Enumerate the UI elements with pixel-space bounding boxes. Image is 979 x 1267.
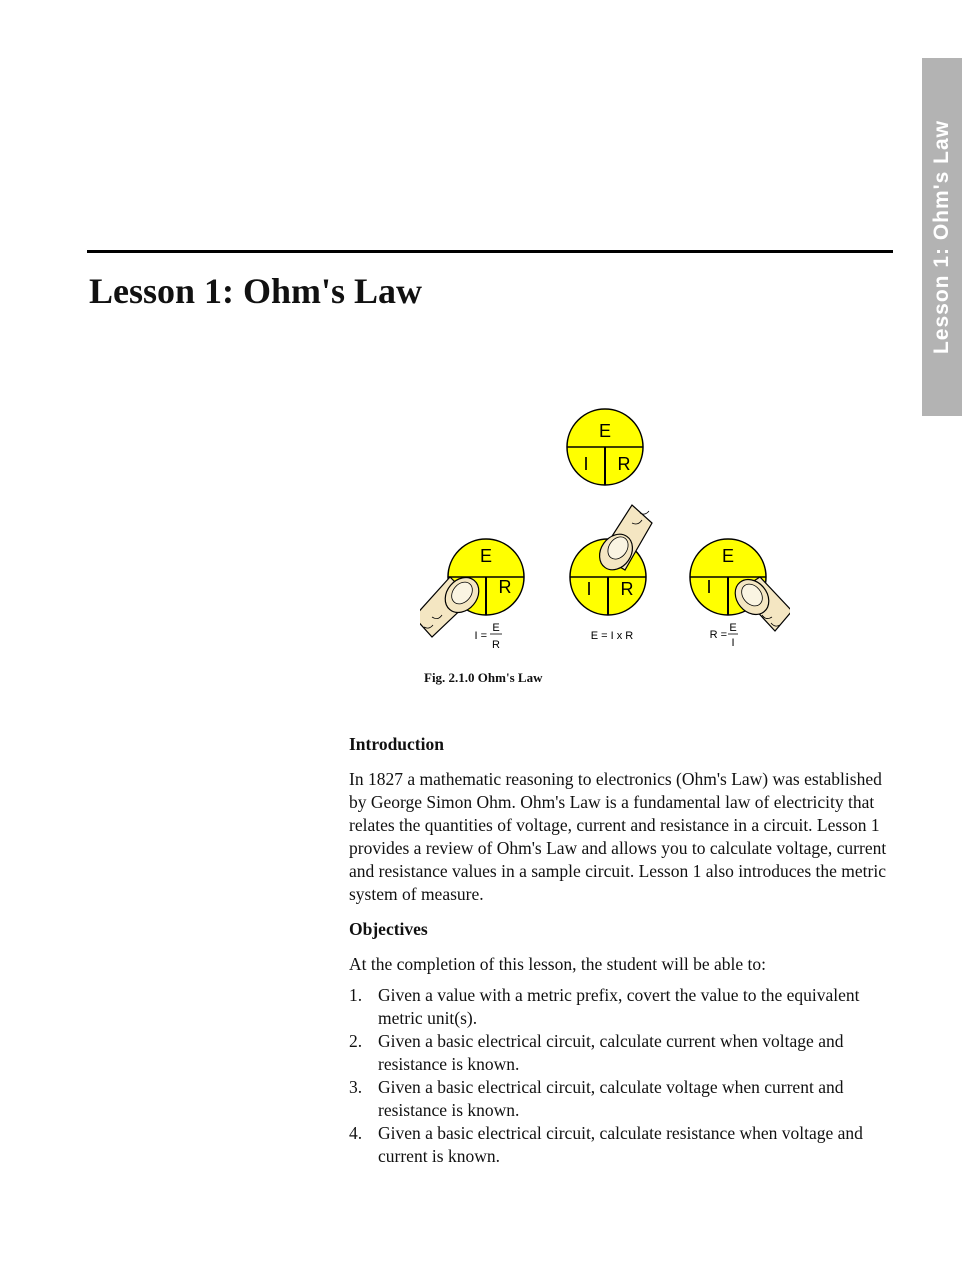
list-item: 3. Given a basic electrical circuit, calculate voltage when current and resistance is known. bbox=[349, 1077, 844, 1120]
right-circle-i: I bbox=[706, 577, 712, 597]
left-circle-e: E bbox=[479, 546, 493, 566]
current-ohms-circle bbox=[420, 539, 524, 650]
page-title: Lesson 1: Ohm's Law bbox=[89, 271, 423, 311]
introduction-text: In 1827 a mathematic reasoning to electronics (Ohm's Law) was established by George Simon Ohm. Ohm's Law is a fundamental law of electricity that relates the quantities of voltage, current and resistance in a circuit. Lesson 1 provides a review of Ohm's Law and allows you to calculate voltage, current and resistance values in a sample circuit. Lesson 1 also introduces the metric system of measure. bbox=[349, 769, 887, 904]
top-circle-i: I bbox=[583, 454, 589, 474]
ohms-law-figure bbox=[420, 405, 790, 650]
list-item: 1. Given a value with a metric prefix, covert the value to the equivalent metric unit(s). bbox=[349, 985, 860, 1028]
top-circle-e: E bbox=[598, 421, 612, 441]
list-item: 4. Given a basic electrical circuit, calculate resistance when voltage and current is known. bbox=[349, 1123, 863, 1166]
side-tab bbox=[922, 58, 962, 416]
resistance-formula-num: E bbox=[729, 622, 737, 634]
top-ohms-circle bbox=[567, 409, 643, 485]
title-rule bbox=[87, 250, 893, 253]
figure-caption: Fig. 2.1.0 Ohm's Law bbox=[424, 670, 543, 685]
current-formula-lhs: I = bbox=[474, 630, 487, 642]
right-circle-e: E bbox=[721, 546, 735, 566]
voltage-ohms-circle bbox=[570, 505, 652, 642]
introduction-heading: Introduction bbox=[349, 734, 444, 754]
objectives-list bbox=[349, 984, 894, 1168]
side-tab-label: Lesson 1: Ohm's Law bbox=[930, 119, 953, 355]
current-formula-num: E bbox=[492, 622, 500, 634]
objectives-intro: At the completion of this lesson, the student will be able to: bbox=[349, 954, 767, 974]
middle-circle-i: I bbox=[586, 579, 592, 599]
lesson-content bbox=[349, 733, 894, 1168]
left-circle-r: R bbox=[498, 577, 512, 597]
current-formula-den: R bbox=[492, 639, 500, 650]
top-circle-r: R bbox=[617, 454, 631, 474]
list-item: 2. Given a basic electrical circuit, calculate current when voltage and resistance is known. bbox=[349, 1031, 844, 1074]
middle-circle-r: R bbox=[620, 579, 634, 599]
objectives-heading: Objectives bbox=[349, 919, 428, 939]
resistance-formula-den: I bbox=[731, 637, 735, 649]
resistance-ohms-circle bbox=[690, 539, 790, 649]
resistance-formula-lhs: R = bbox=[709, 629, 727, 641]
voltage-formula: E = I x R bbox=[590, 630, 634, 642]
